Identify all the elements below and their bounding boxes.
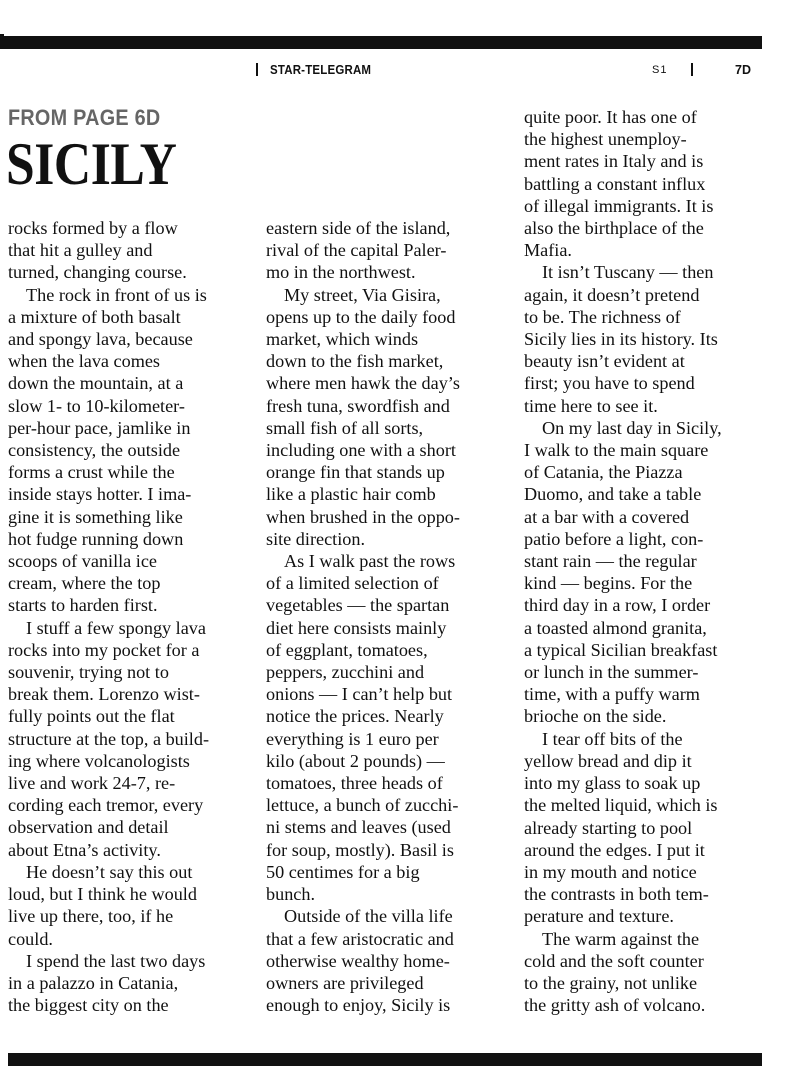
article-column-1 bbox=[8, 217, 254, 1016]
text-line: structure at the top, a build- bbox=[8, 728, 210, 749]
text-line: onions — I can’t help but bbox=[266, 684, 453, 705]
page-number: 7D bbox=[735, 63, 751, 77]
text-line: Duomo, and take a table bbox=[524, 484, 702, 505]
text-line: kind — begins. For the bbox=[524, 573, 693, 594]
text-line: including one with a short bbox=[266, 440, 456, 461]
text-line: bunch. bbox=[266, 884, 315, 905]
text-line: site direction. bbox=[266, 528, 365, 549]
text-line: that a few aristocratic and bbox=[266, 928, 454, 949]
text-line: break them. Lorenzo wist- bbox=[8, 684, 200, 705]
text-line: My street, Via Gisira, bbox=[284, 284, 441, 305]
text-line: beauty isn’t evident at bbox=[524, 351, 685, 372]
text-line: orange fin that stands up bbox=[266, 462, 445, 483]
text-line: perature and texture. bbox=[524, 906, 674, 927]
text-line: tomatoes, three heads of bbox=[266, 773, 443, 794]
text-line: market, which winds bbox=[266, 329, 419, 350]
text-line: hot fudge running down bbox=[8, 528, 184, 549]
text-line: in my mouth and notice bbox=[524, 861, 697, 882]
text-line: ing where volcanologists bbox=[8, 750, 190, 771]
text-line: live and work 24-7, re- bbox=[8, 773, 176, 794]
header-separator bbox=[256, 63, 258, 76]
text-line: the biggest city on the bbox=[8, 995, 169, 1016]
text-line: scoops of vanilla ice bbox=[8, 551, 157, 572]
text-line: gine it is something like bbox=[8, 506, 183, 527]
text-line: to the grainy, not unlike bbox=[524, 972, 698, 993]
text-line: first; you have to spend bbox=[524, 373, 695, 394]
text-line: everything is 1 euro per bbox=[266, 728, 439, 749]
text-line: Mafia. bbox=[524, 240, 572, 261]
text-line: like a plastic hair comb bbox=[266, 484, 436, 505]
text-line: in a palazzo in Catania, bbox=[8, 972, 179, 993]
text-line: kilo (about 2 pounds) — bbox=[266, 750, 445, 771]
text-line: ni stems and leaves (used bbox=[266, 817, 451, 838]
text-line: down the mountain, at a bbox=[8, 373, 184, 394]
text-line: starts to harden first. bbox=[8, 595, 158, 616]
text-line: otherwise wealthy home- bbox=[266, 950, 450, 971]
headline: SICILY bbox=[6, 131, 177, 197]
text-line: a toasted almond granita, bbox=[524, 617, 707, 638]
text-line: of Catania, the Piazza bbox=[524, 462, 683, 483]
text-line: Sicily lies in its history. Its bbox=[524, 329, 718, 350]
text-line: yellow bread and dip it bbox=[524, 750, 692, 771]
text-line: turned, changing course. bbox=[8, 262, 187, 283]
text-line: when the lava comes bbox=[8, 351, 161, 372]
section-label: S1 bbox=[652, 64, 668, 76]
text-line: live up there, too, if he bbox=[8, 906, 174, 927]
text-line: I tear off bits of the bbox=[542, 728, 683, 749]
text-line: notice the prices. Nearly bbox=[266, 706, 444, 727]
text-line: rocks formed by a flow bbox=[8, 218, 178, 238]
text-line: patio before a light, con- bbox=[524, 528, 704, 549]
text-line: opens up to the daily food bbox=[266, 306, 456, 327]
text-line: The rock in front of us is bbox=[26, 284, 207, 305]
text-line: diet here consists mainly bbox=[266, 617, 447, 638]
text-line: to be. The richness of bbox=[524, 306, 681, 327]
text-line: fresh tuna, swordfish and bbox=[266, 395, 450, 416]
text-line: around the edges. I put it bbox=[524, 839, 705, 860]
text-line: ment rates in Italy and is bbox=[524, 151, 704, 172]
text-line: a mixture of both basalt bbox=[8, 306, 181, 327]
text-line: for soup, mostly). Basil is bbox=[266, 839, 454, 860]
text-line: when brushed in the oppo- bbox=[266, 506, 460, 527]
text-line: mo in the northwest. bbox=[266, 262, 416, 283]
text-line: already starting to pool bbox=[524, 817, 693, 838]
text-line: cold and the soft counter bbox=[524, 950, 704, 971]
text-line: 50 centimes for a big bbox=[266, 861, 420, 882]
text-line: As I walk past the rows bbox=[284, 551, 456, 572]
text-line: eastern side of the island, bbox=[266, 218, 451, 238]
text-line: owners are privileged bbox=[266, 972, 424, 993]
text-line: third day in a row, I order bbox=[524, 595, 711, 616]
text-line: time, with a puffy warm bbox=[524, 684, 700, 705]
text-line: down to the fish market, bbox=[266, 351, 444, 372]
publication-name: STAR-TELEGRAM bbox=[270, 63, 372, 77]
kicker: FROM PAGE 6D bbox=[8, 105, 161, 130]
text-line: the gritty ash of volcano. bbox=[524, 995, 706, 1016]
article-column-2 bbox=[266, 217, 512, 1016]
text-line: or lunch in the summer- bbox=[524, 662, 699, 683]
text-line: small fish of all sorts, bbox=[266, 417, 424, 438]
text-line: forms a crust while the bbox=[8, 462, 175, 483]
text-line: the contrasts in both tem- bbox=[524, 884, 709, 905]
text-line: vegetables — the spartan bbox=[266, 595, 450, 616]
text-line: into my glass to soak up bbox=[524, 773, 701, 794]
text-line: cream, where the top bbox=[8, 573, 161, 594]
text-line: enough to enjoy, Sicily is bbox=[266, 995, 451, 1016]
article-column-3 bbox=[524, 106, 770, 1016]
text-line: of illegal immigrants. It is bbox=[524, 195, 714, 216]
text-line: fully points out the flat bbox=[8, 706, 175, 727]
text-line: where men hawk the day’s bbox=[266, 373, 460, 394]
text-line: He doesn’t say this out bbox=[26, 861, 193, 882]
text-line: loud, but I think he would bbox=[8, 884, 197, 905]
text-line: inside stays hotter. I ima- bbox=[8, 484, 192, 505]
text-line: the highest unemploy- bbox=[524, 129, 687, 150]
text-line: that hit a gulley and bbox=[8, 240, 153, 261]
text-line: cording each tremor, every bbox=[8, 795, 204, 816]
header-separator bbox=[691, 63, 693, 76]
text-line: again, it doesn’t pretend bbox=[524, 284, 700, 305]
text-line: the melted liquid, which is bbox=[524, 795, 718, 816]
text-line: rocks into my pocket for a bbox=[8, 639, 200, 660]
text-line: Outside of the villa life bbox=[284, 906, 453, 927]
text-line: about Etna’s activity. bbox=[8, 839, 161, 860]
text-line: a typical Sicilian breakfast bbox=[524, 639, 718, 660]
text-line: time here to see it. bbox=[524, 395, 658, 416]
text-line: brioche on the side. bbox=[524, 706, 667, 727]
text-line: observation and detail bbox=[8, 817, 169, 838]
text-line: slow 1- to 10-kilometer- bbox=[8, 395, 185, 416]
text-line: I walk to the main square bbox=[524, 440, 709, 461]
page-header bbox=[0, 62, 800, 82]
text-line: stant rain — the regular bbox=[524, 551, 697, 572]
text-line: peppers, zucchini and bbox=[266, 662, 425, 683]
top-rule bbox=[0, 36, 762, 49]
text-line: could. bbox=[8, 928, 53, 949]
text-line: lettuce, a bunch of zucchi- bbox=[266, 795, 459, 816]
text-line: I stuff a few spongy lava bbox=[26, 617, 206, 638]
bottom-rule bbox=[8, 1053, 762, 1066]
text-line: at a bar with a covered bbox=[524, 506, 690, 527]
text-line: On my last day in Sicily, bbox=[542, 417, 722, 438]
text-line: souvenir, trying not to bbox=[8, 662, 169, 683]
text-line: battling a constant influx bbox=[524, 173, 706, 194]
text-line: quite poor. It has one of bbox=[524, 107, 697, 127]
text-line: I spend the last two days bbox=[26, 950, 206, 971]
text-line: consistency, the outside bbox=[8, 440, 181, 461]
text-line: per-hour pace, jamlike in bbox=[8, 417, 191, 438]
text-line: of a limited selection of bbox=[266, 573, 439, 594]
text-line: The warm against the bbox=[542, 928, 700, 949]
text-line: rival of the capital Paler- bbox=[266, 240, 447, 261]
text-line: and spongy lava, because bbox=[8, 329, 193, 350]
text-line: also the birthplace of the bbox=[524, 218, 704, 239]
text-line: of eggplant, tomatoes, bbox=[266, 639, 428, 660]
text-line: It isn’t Tuscany — then bbox=[542, 262, 714, 283]
